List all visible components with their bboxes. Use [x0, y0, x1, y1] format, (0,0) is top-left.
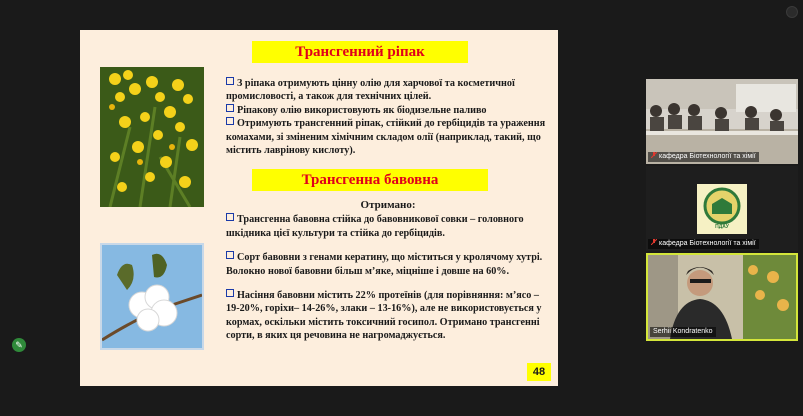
checkbox-square-icon — [226, 213, 234, 221]
meeting-top-bar — [0, 0, 803, 22]
bullet-text: Трансгенна бавовна стійка до бавовникової совки – головного шкідника цієї культури та стійка до гербіцидів. — [226, 214, 524, 239]
bullet-text: З ріпака отримують цінну олію для харчової та косметичної промисловості, а також для технічних цілей. — [226, 78, 515, 103]
list-item — [226, 289, 550, 343]
participant-name — [648, 239, 759, 249]
cotton-photo — [100, 243, 204, 350]
university-logo: ПДАУ — [715, 224, 729, 230]
list-item — [226, 104, 550, 117]
checkbox-square-icon — [226, 104, 234, 112]
mic-off-icon — [651, 239, 657, 245]
cotton-title: Трансгенна бавовна — [252, 169, 488, 191]
checkbox-square-icon — [226, 117, 234, 125]
checkbox-square-icon — [226, 251, 234, 259]
pencil-icon[interactable]: ✎ — [12, 338, 26, 352]
checkbox-square-icon — [226, 289, 234, 297]
participant-name — [648, 152, 759, 162]
checkbox-square-icon — [226, 77, 234, 85]
mic-off-icon — [651, 152, 657, 158]
rapeseed-photo — [100, 67, 204, 207]
bullet-text: Отримують трансгенний ріпак, стійкий до гербіцидів та ураження комахами, зі зміненим хімічним складом олії (наприклад, такий, що містить лаврінову кислоту). — [226, 118, 546, 157]
top-menu-dot-icon[interactable] — [786, 6, 798, 18]
bullet-text: Сорт бавовни з генами кератину, що міститься у кролячому хутрі. Волокно нової бавовни більш м’яке, міцніше і довше на 60%. — [226, 252, 543, 277]
list-item — [226, 77, 550, 104]
list-item — [226, 117, 550, 157]
participant-video-tile-active-speaker[interactable] — [646, 253, 798, 341]
slide-page-number: 48 — [527, 363, 551, 381]
cotton-subheading: Отримано: — [360, 199, 416, 211]
list-item — [226, 251, 550, 278]
participant-name-text: кафедра Біотехнології та хімії — [659, 240, 756, 247]
rapeseed-title: Трансгенний ріпак — [252, 41, 468, 63]
bullet-text: Насіння бавовни містить 22% протеїнів (для порівняння: м’ясо – 19-20%, горіхи– 14-26%, злаки – 13-16%), але не використовується у кормах, оскільки містить токсичний госипол. Отримано трансгенні сорти, в яких ця речовина не нагромаджується. — [226, 290, 542, 342]
bullet-text: Ріпакову олію використовують як біодизельне паливо — [237, 104, 487, 116]
participant-video-tile[interactable] — [646, 79, 798, 164]
participant-video-tile[interactable] — [646, 166, 798, 251]
participant-name-text: кафедра Біотехнології та хімії — [659, 153, 756, 160]
list-item — [226, 213, 550, 240]
participant-name — [650, 327, 716, 337]
shared-slide — [80, 30, 558, 386]
participant-name-text: Serhii Kondratenko — [653, 328, 713, 335]
rapeseed-bullet-list — [226, 77, 550, 157]
cotton-bullet-list — [226, 199, 550, 343]
